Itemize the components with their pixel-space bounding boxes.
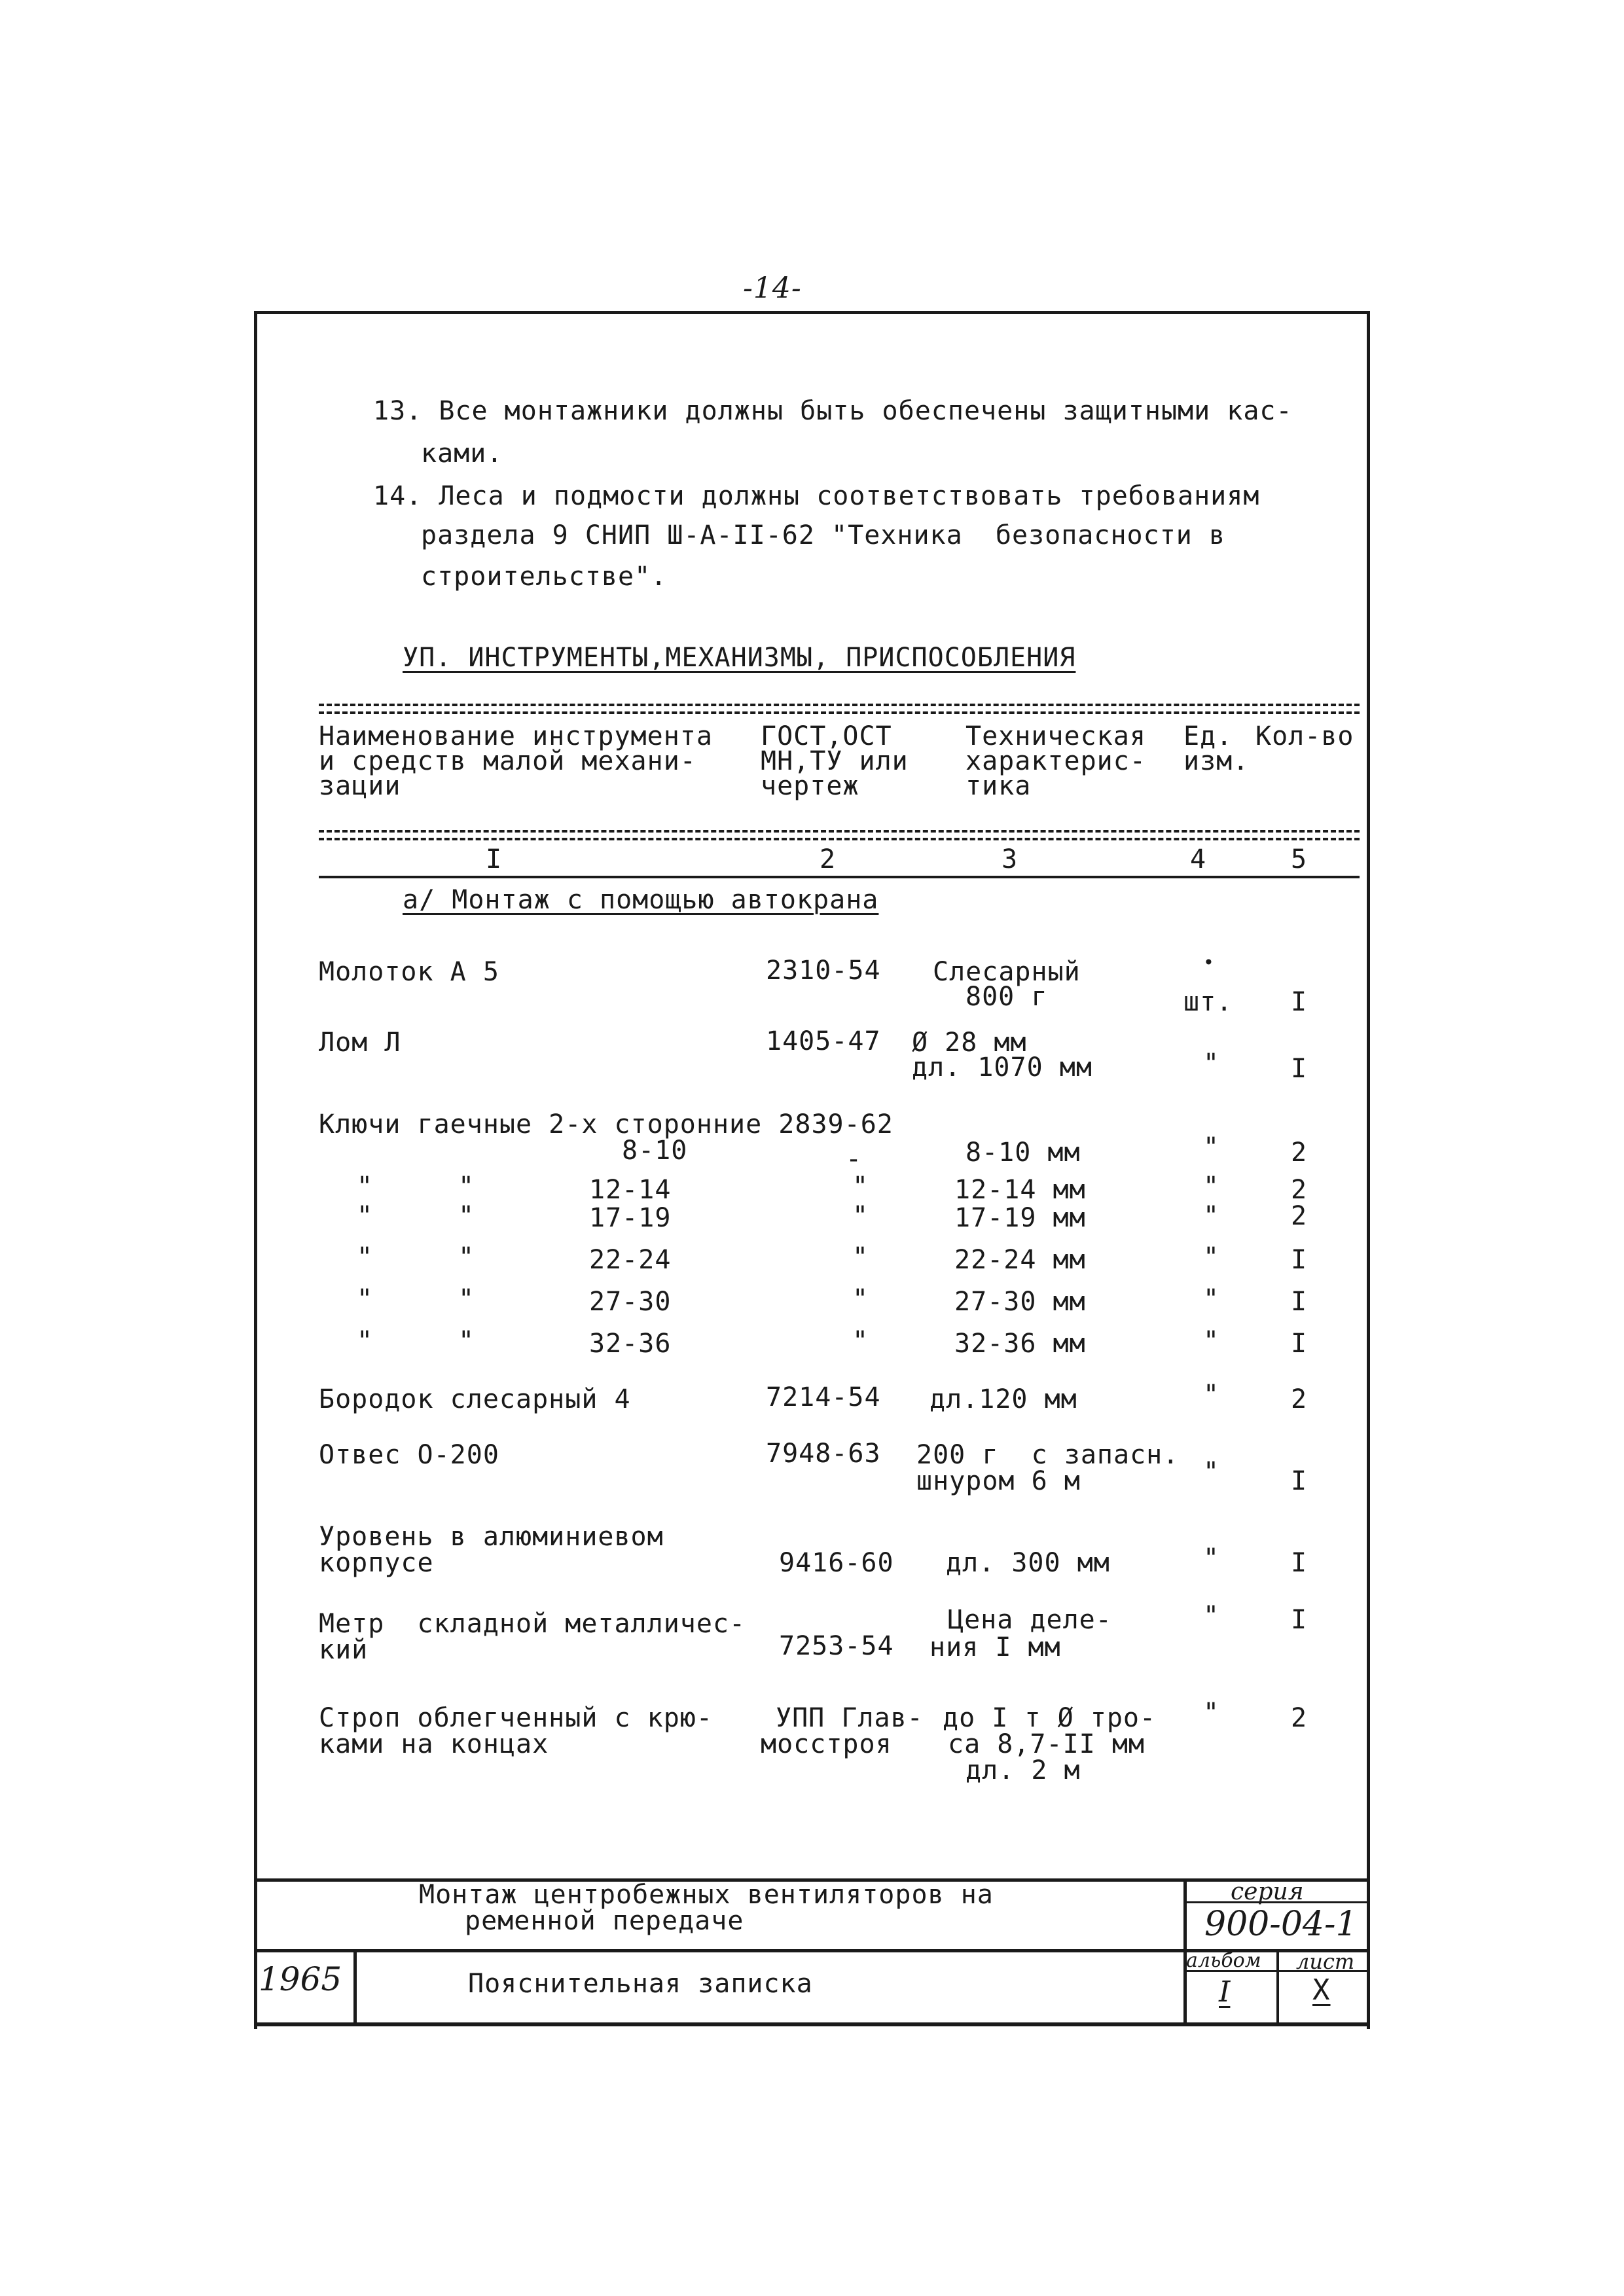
paragraph-line: раздела 9 СНИП Ш-А-II-62 "Техника безопасности в — [421, 520, 1226, 550]
cell-qty: 2 — [1291, 1201, 1308, 1231]
cell-gost: 2310-54 — [766, 956, 881, 986]
cell-ditto: " — [458, 1242, 475, 1272]
cell-tech: 8-10 мм — [965, 1138, 1081, 1168]
header-line: Наименование инструмента — [319, 721, 713, 751]
header-line: Кол-во — [1255, 721, 1354, 751]
cell-qty: I — [1291, 1329, 1308, 1359]
header-bottom-rule-2 — [319, 838, 1360, 840]
cell-tech: 12-14 мм — [954, 1175, 1086, 1205]
cell-tech: Слесарный — [933, 957, 1081, 987]
cell-unit: " — [1203, 1326, 1220, 1356]
cell-tech: Цена деле- — [948, 1605, 1112, 1635]
cell-gost: мосстроя — [761, 1729, 892, 1759]
cell-tech: Ø 28 мм — [912, 1028, 1027, 1058]
col-number-1: I — [486, 844, 503, 874]
cell-gost: 7214-54 — [766, 1382, 881, 1412]
cell-size: 22-24 — [589, 1245, 672, 1275]
cell-ditto: " — [458, 1326, 475, 1356]
cell-gost: " — [852, 1284, 869, 1314]
subsection-text: а/ Монтаж с помощью автокрана — [403, 885, 879, 915]
cell-ditto: " — [357, 1242, 374, 1272]
cell-qty: 2 — [1291, 1703, 1308, 1733]
cell-unit: " — [1203, 1242, 1220, 1272]
header-line: тика — [965, 771, 1032, 801]
cell-name: Бородок слесарный 4 — [319, 1384, 631, 1414]
cell-name: Уровень в алюминиевом — [319, 1522, 664, 1552]
cell-gost: " — [852, 1242, 869, 1272]
cell-unit: " — [1203, 1132, 1220, 1162]
cell-qty: 2 — [1291, 1138, 1308, 1168]
cell-gost: 9416-60 — [779, 1548, 894, 1578]
frame-right — [1367, 311, 1370, 2029]
cell-unit: • — [1203, 952, 1215, 973]
cell-tech: дл.120 мм — [929, 1384, 1077, 1414]
cell-qty: I — [1291, 1605, 1308, 1635]
cell-ditto: " — [357, 1172, 374, 1202]
header-line: Техническая — [965, 721, 1146, 751]
cell-unit: " — [1203, 1049, 1220, 1079]
tb-doc-name: Пояснительная записка — [468, 1969, 813, 1999]
tb-title-line: ременной передаче — [465, 1906, 744, 1936]
cell-unit: " — [1203, 1201, 1220, 1231]
cell-name: корпусе — [319, 1548, 434, 1578]
cell-gost: " — [852, 1201, 869, 1231]
cell-gost: 7253-54 — [779, 1631, 894, 1661]
cell-unit: " — [1203, 1284, 1220, 1314]
tb-vert-year — [353, 1949, 357, 2026]
cell-unit: " — [1203, 1543, 1220, 1573]
cell-name: Строп облегченный с крю- — [319, 1703, 713, 1733]
cell-qty: I — [1291, 987, 1308, 1017]
tb-album-value: I — [1219, 1975, 1231, 2009]
cell-ditto: " — [357, 1326, 374, 1356]
cell-tech: ния I мм — [929, 1632, 1061, 1662]
cell-gost: " — [852, 1172, 869, 1202]
paragraph-line: 14. Леса и подмости должны соответствовать требованиям — [373, 481, 1260, 511]
cell-name: Метр складной металличес- — [319, 1609, 746, 1639]
cell-name: Лом Л — [319, 1028, 401, 1058]
tb-sheet-label: лист — [1296, 1949, 1355, 1974]
header-line: Ед. — [1183, 721, 1233, 751]
cell-tech: 17-19 мм — [954, 1203, 1086, 1233]
cell-tech: дл. 2 м — [965, 1755, 1081, 1785]
col-number-4: 4 — [1190, 844, 1207, 874]
page-number: -14- — [743, 272, 802, 305]
cell-tech: 22-24 мм — [954, 1245, 1086, 1275]
tb-bottom — [254, 2022, 1370, 2026]
cell-ditto: " — [458, 1284, 475, 1314]
cell-name: Ключи гаечные 2-х сторонние 2839-62 — [319, 1109, 893, 1139]
tb-year: 1965 — [259, 1960, 342, 1998]
cell-qty: I — [1291, 1054, 1308, 1084]
cell-gost: 7948-63 — [766, 1439, 881, 1469]
cell-size: 27-30 — [589, 1287, 672, 1317]
tb-seria-value: 900-04-1 — [1204, 1905, 1358, 1944]
paragraph-line: ками. — [421, 439, 503, 469]
tb-sheet-value: X — [1312, 1973, 1331, 2007]
cell-tech: шнуром 6 м — [916, 1466, 1081, 1496]
tb-seria-label: серия — [1231, 1878, 1304, 1905]
cell-qty: I — [1291, 1548, 1308, 1578]
cell-tech: дл. 1070 мм — [912, 1052, 1092, 1083]
cell-ditto: " — [357, 1201, 374, 1231]
subsection-title — [403, 885, 878, 915]
cell-tech: са 8,7-II мм — [948, 1729, 1145, 1759]
section-title: УП. ИНСТРУМЕНТЫ,МЕХАНИЗМЫ, ПРИСПОСОБЛЕНИЯ — [403, 643, 1076, 673]
cell-gost: УПП Глав- — [776, 1703, 924, 1733]
col-number-rule — [319, 876, 1360, 878]
header-line: МН,ТУ или — [761, 746, 909, 776]
tb-album-label: альбом — [1186, 1949, 1261, 1972]
cell-tech: 800 г — [965, 982, 1048, 1012]
cell-tech: 27-30 мм — [954, 1287, 1086, 1317]
paragraph-line: 13. Все монтажники должны быть обеспечены защитными кас- — [373, 396, 1293, 426]
cell-qty: I — [1291, 1287, 1308, 1317]
header-line: ГОСТ,ОСТ — [761, 721, 892, 751]
cell-qty: 2 — [1291, 1384, 1308, 1414]
cell-gost: " — [852, 1326, 869, 1356]
header-top-rule-2 — [319, 711, 1360, 714]
header-line: зации — [319, 771, 401, 801]
frame-top — [254, 311, 1370, 314]
cell-size: 32-36 — [589, 1329, 672, 1359]
cell-unit: " — [1203, 1380, 1220, 1410]
cell-size: 12-14 — [589, 1175, 672, 1205]
paragraph-line: строительстве". — [421, 562, 668, 592]
cell-tech: 200 г с запасн. — [916, 1440, 1180, 1470]
cell-ditto: " — [458, 1172, 475, 1202]
cell-tech: 32-36 мм — [954, 1329, 1086, 1359]
cell-tech: дл. 300 мм — [946, 1548, 1110, 1578]
header-line: и средств малой механи- — [319, 746, 696, 776]
header-bottom-rule — [319, 830, 1360, 833]
cell-qty: I — [1291, 1245, 1308, 1275]
header-line: чертеж — [761, 771, 859, 801]
cell-unit: " — [1203, 1457, 1220, 1487]
col-number-5: 5 — [1291, 844, 1308, 874]
cell-name: Отвес О-200 — [319, 1440, 499, 1470]
cell-unit: " — [1203, 1601, 1220, 1631]
tb-title-line: Монтаж центробежных вентиляторов на — [419, 1880, 994, 1910]
header-line: изм. — [1183, 746, 1250, 776]
cell-unit: шт. — [1183, 987, 1233, 1017]
tb-vert-album — [1276, 1949, 1279, 2026]
header-top-rule — [319, 704, 1360, 706]
cell-qty: 2 — [1291, 1175, 1308, 1205]
cell-name: ками на концах — [319, 1729, 549, 1759]
cell-gost: - — [846, 1144, 863, 1174]
cell-ditto: " — [458, 1201, 475, 1231]
col-number-2: 2 — [820, 844, 837, 874]
cell-size: 17-19 — [589, 1203, 672, 1233]
cell-size: 8-10 — [622, 1136, 688, 1166]
cell-tech: до I т Ø тро- — [943, 1703, 1157, 1733]
frame-left — [254, 311, 257, 2029]
cell-name: Молоток А 5 — [319, 957, 499, 987]
cell-qty: I — [1291, 1466, 1308, 1496]
cell-ditto: " — [357, 1284, 374, 1314]
cell-unit: " — [1203, 1172, 1220, 1202]
col-number-3: 3 — [1001, 844, 1019, 874]
header-line: характерис- — [965, 746, 1146, 776]
cell-name: кий — [319, 1635, 369, 1665]
cell-unit: " — [1203, 1698, 1220, 1728]
cell-gost: 1405-47 — [766, 1026, 881, 1056]
